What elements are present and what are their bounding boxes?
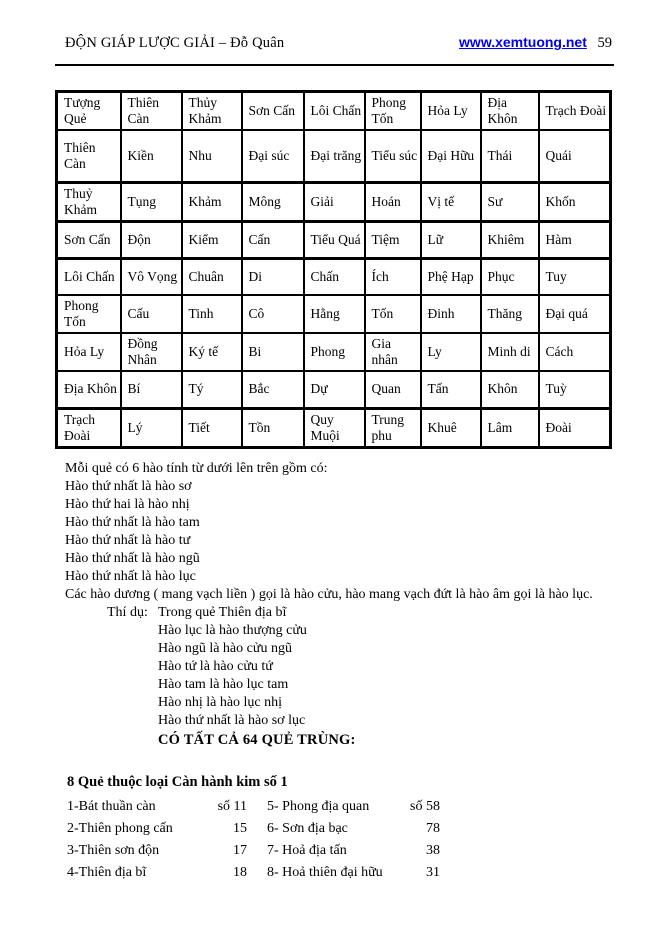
example-line: Hào tam là hào lục tam [158, 676, 289, 692]
list-item-name: 2-Thiên phong cấn [67, 820, 173, 836]
table-cell: Lý [121, 408, 182, 447]
table-cell: Tụng [121, 182, 182, 221]
table-cell: Quái [539, 130, 611, 182]
table-cell: Cô [242, 295, 304, 333]
table-head [57, 92, 611, 131]
list-item-name: 3-Thiên sơn độn [67, 842, 160, 858]
table-cell: Thăng [481, 295, 539, 333]
table-cell: Tý [182, 371, 242, 408]
table-cell: Chuân [182, 258, 242, 295]
note-line: Các hào dương ( mang vạch liền ) gọi là hào cửu, hào mang vạch đứt là hào âm gọi là hào lục. [65, 586, 593, 602]
list-item-name: 5- Phong địa quan [267, 798, 370, 814]
table-cell: Quan [365, 371, 421, 408]
document-title: ĐỘN GIÁP LƯỢC GIẢI – Đỗ Quân [65, 35, 285, 51]
list-item-name: 7- Hoả địa tấn [267, 842, 347, 858]
row-label-cell: Hỏa Ly [57, 333, 121, 371]
list-item-name: 6- Sơn địa bạc [267, 820, 348, 836]
table-cell: Di [242, 258, 304, 295]
table-header-cell: Lôi Chấn [304, 92, 365, 131]
table-cell: Khốn [539, 182, 611, 221]
list-row [67, 862, 669, 884]
page-header [65, 34, 612, 52]
table-row [57, 408, 611, 447]
table-cell: Gia nhân [365, 333, 421, 371]
table-cell: Lữ [421, 221, 481, 258]
table-cell: Trung phu [365, 408, 421, 447]
table-cell: Đại súc [242, 130, 304, 182]
table-cell: Khảm [182, 182, 242, 221]
table-row [57, 258, 611, 295]
table-cell: Quy Muội [304, 408, 365, 447]
list-item-name: 1-Bát thuần càn [67, 798, 156, 814]
table-cell: Cấn [242, 221, 304, 258]
table-cell: Đại Hữu [421, 130, 481, 182]
row-label-cell: Trạch Đoài [57, 408, 121, 447]
example-first-row [65, 604, 669, 622]
list-item-number: 15 [233, 820, 247, 836]
table-cell: Khiêm [481, 221, 539, 258]
text-line: Hào thứ nhất là hào ngũ [65, 550, 200, 566]
table-header-cell: Trạch Đoài [539, 92, 611, 131]
example-block [65, 604, 669, 749]
can-list-section [67, 774, 669, 884]
table-cell: Sư [481, 182, 539, 221]
table-header-cell: Địa Khôn [481, 92, 539, 131]
table-cell: Hoán [365, 182, 421, 221]
table-row [57, 182, 611, 221]
text-line: Hào thứ nhất là hào lục [65, 568, 196, 584]
hexagram-table [55, 90, 612, 449]
list-row [67, 796, 669, 818]
website-link[interactable]: www.xemtuong.net [459, 34, 587, 50]
table-cell: Đại quá [539, 295, 611, 333]
table-cell: Giải [304, 182, 365, 221]
table-cell: Đoài [539, 408, 611, 447]
text-line: Hào thứ nhất là hào sơ [65, 478, 192, 494]
table-cell: Vô Vọng [121, 258, 182, 295]
example-label: Thí dụ: [107, 604, 148, 620]
table-cell: Phệ Hạp [421, 258, 481, 295]
table-header-cell: Hỏa Ly [421, 92, 481, 131]
table-cell: Phong [304, 333, 365, 371]
table-cell: Hằng [304, 295, 365, 333]
list-heading: 8 Quẻ thuộc loại Càn hành kim số 1 [67, 773, 288, 790]
text-line: Hào thứ hai là hào nhị [65, 496, 190, 512]
table-body [57, 130, 611, 447]
table-cell: Cách [539, 333, 611, 371]
table-cell: Thái [481, 130, 539, 182]
table-cell: Chấn [304, 258, 365, 295]
row-label-cell: Lôi Chấn [57, 258, 121, 295]
table-cell: Ký tế [182, 333, 242, 371]
hao-lines [65, 478, 669, 586]
table-cell: Tồn [242, 408, 304, 447]
list-item-name: 4-Thiên địa bĩ [67, 864, 147, 880]
table-cell: Tốn [365, 295, 421, 333]
table-cell: Tiểu súc [365, 130, 421, 182]
list-item-name: 8- Hoả thiên đại hữu [267, 864, 383, 880]
text-line: Hào thứ nhất là hào tam [65, 514, 200, 530]
table-cell: Ly [421, 333, 481, 371]
example-lines [65, 622, 669, 730]
table-cell: Tiết [182, 408, 242, 447]
row-label-cell: Sơn Cấn [57, 221, 121, 258]
table-row [57, 130, 611, 182]
table-cell: Tuy [539, 258, 611, 295]
table-cell: Đinh [421, 295, 481, 333]
table-cell: Nhu [182, 130, 242, 182]
table-cell: Phục [481, 258, 539, 295]
row-label-cell: Thiên Càn [57, 130, 121, 182]
table-header-cell: Thủy Khảm [182, 92, 242, 131]
table-row [57, 221, 611, 258]
table-cell: Bắc [242, 371, 304, 408]
list-rows [67, 796, 669, 884]
list-item-number: số 11 [217, 798, 247, 814]
example-line: Hào nhị là hào lục nhị [158, 694, 283, 710]
example-first-line: Trong quẻ Thiên địa bĩ [158, 604, 287, 620]
table-row [57, 371, 611, 408]
table-cell: Lâm [481, 408, 539, 447]
table-cell: Vị tế [421, 182, 481, 221]
header-divider [55, 64, 614, 66]
table-header-row [57, 92, 611, 131]
intro-line: Mỗi quẻ có 6 hào tính từ dưới lên trên gồm có: [65, 460, 328, 476]
table-cell: Đại trăng [304, 130, 365, 182]
hao-description [65, 460, 669, 604]
table-cell: Cấu [121, 295, 182, 333]
table-header-cell: Phong Tốn [365, 92, 421, 131]
table-cell: Đồng Nhân [121, 333, 182, 371]
table-cell: Tinh [182, 295, 242, 333]
example-line: Hào lục là hào thượng cửu [158, 622, 307, 638]
page-number: 59 [597, 35, 612, 51]
table-cell: Khôn [481, 371, 539, 408]
row-label-cell: Phong Tốn [57, 295, 121, 333]
row-label-cell: Thuỷ Khảm [57, 182, 121, 221]
table-cell: Dự [304, 371, 365, 408]
table-cell: Ích [365, 258, 421, 295]
example-line: Hào ngũ là hào cửu ngũ [158, 640, 292, 656]
table-cell: Tấn [421, 371, 481, 408]
table-row [57, 295, 611, 333]
conclusion-line: CÓ TẤT CẢ 64 QUẺ TRÙNG: [158, 731, 356, 748]
text-line: Hào thứ nhất là hào tư [65, 532, 191, 548]
example-line: Hào thứ nhất là hào sơ lục [158, 712, 306, 728]
list-item-number: số 58 [410, 798, 440, 814]
list-item-number: 78 [426, 820, 440, 836]
table-header-cell: Sơn Cấn [242, 92, 304, 131]
list-item-number: 18 [233, 864, 247, 880]
table-row [57, 333, 611, 371]
table-cell: Khuê [421, 408, 481, 447]
list-item-number: 17 [233, 842, 247, 858]
list-row [67, 818, 669, 840]
list-item-number: 31 [426, 864, 440, 880]
table-cell: Minh di [481, 333, 539, 371]
row-label-cell: Địa Khôn [57, 371, 121, 408]
list-item-number: 38 [426, 842, 440, 858]
table-header-cell: Tượng Quẻ [57, 92, 121, 131]
table-cell: Tiệm [365, 221, 421, 258]
table-cell: Hàm [539, 221, 611, 258]
table-cell: Kiểm [182, 221, 242, 258]
list-row [67, 840, 669, 862]
table-header-cell: Thiên Càn [121, 92, 182, 131]
table-cell: Bi [242, 333, 304, 371]
table-cell: Độn [121, 221, 182, 258]
table-cell: Tuỳ [539, 371, 611, 408]
header-right [459, 34, 612, 52]
example-line: Hào tứ là hào cửu tứ [158, 658, 273, 674]
table-cell: Kiền [121, 130, 182, 182]
table-cell: Bí [121, 371, 182, 408]
table-cell: Tiểu Quá [304, 221, 365, 258]
table-cell: Mông [242, 182, 304, 221]
